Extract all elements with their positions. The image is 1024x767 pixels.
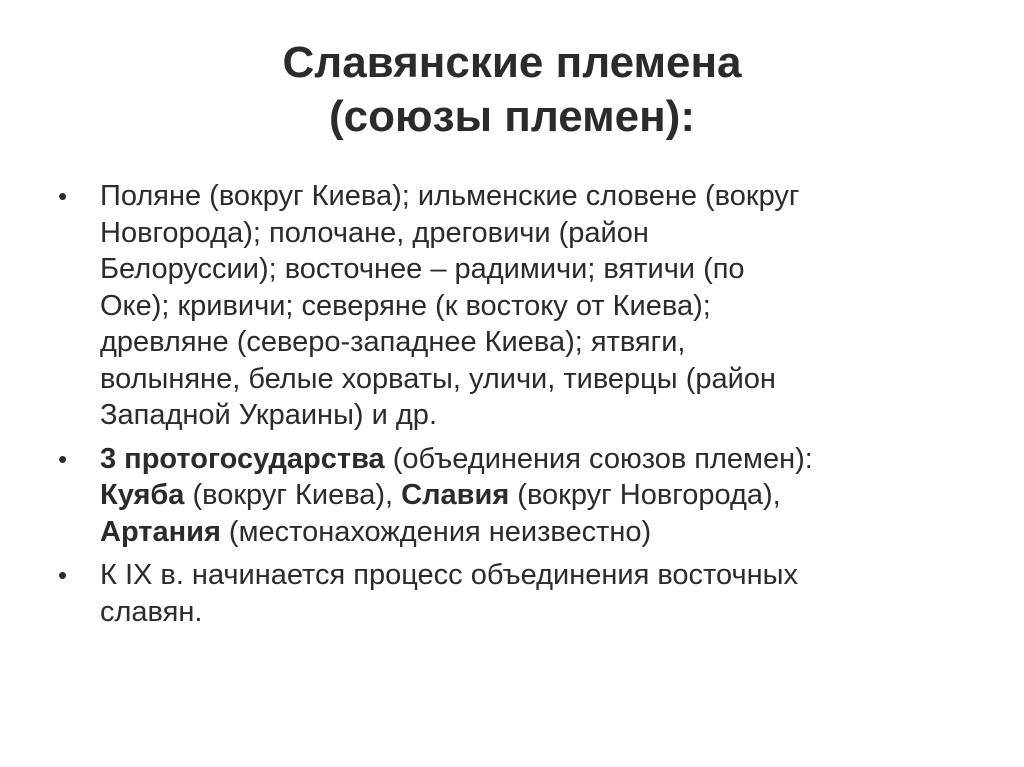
text-line: Западной Украины) и др.	[100, 399, 437, 431]
bullet-item-protostates	[58, 441, 978, 551]
slide-title	[0, 36, 1024, 144]
text-line: Белоруссии); восточнее – радимичи; вятичи (по	[100, 253, 745, 285]
text-line: древляне (северо-западнее Киева); ятвяги,	[100, 326, 686, 358]
text-line: славян.	[100, 595, 203, 628]
bullet-icon: •	[58, 181, 68, 211]
text-fragment: (вокруг Новгорода),	[509, 479, 781, 511]
text-fragment: (местонахождения неизвестно)	[220, 515, 652, 548]
title-line-2: (союзы племен):	[329, 92, 695, 141]
text-fragment: (вокруг Киева),	[184, 479, 402, 511]
text-fragment: (объединения союзов племен):	[384, 442, 813, 475]
text-line	[100, 514, 978, 551]
text-line	[100, 477, 978, 514]
bullet-list	[58, 178, 978, 637]
bold-term: Куяба	[100, 479, 185, 511]
text-line: волыняне, белые хорваты, уличи, тиверцы (район	[100, 362, 776, 395]
bullet-item-tribes	[58, 178, 978, 434]
bold-term: 3 протогосударства	[100, 442, 385, 475]
text-line: Новгорода); полочане, дреговичи (район	[100, 216, 649, 249]
text-line: Оке); кривичи; северяне (к востоку от Киева);	[100, 289, 711, 322]
bold-term: Славия	[401, 479, 510, 511]
bullet-item-unification	[58, 557, 978, 630]
title-line-1: Славянские племена	[282, 38, 742, 87]
text-line: Поляне (вокруг Киева); ильменские словене (вокруг	[100, 180, 800, 212]
bullet-icon: •	[58, 443, 68, 474]
text-line	[100, 441, 978, 478]
bold-term: Артания	[100, 515, 221, 548]
bullet-icon: •	[58, 560, 68, 590]
text-line: К IX в. начинается процесс объединения восточных	[100, 559, 798, 591]
